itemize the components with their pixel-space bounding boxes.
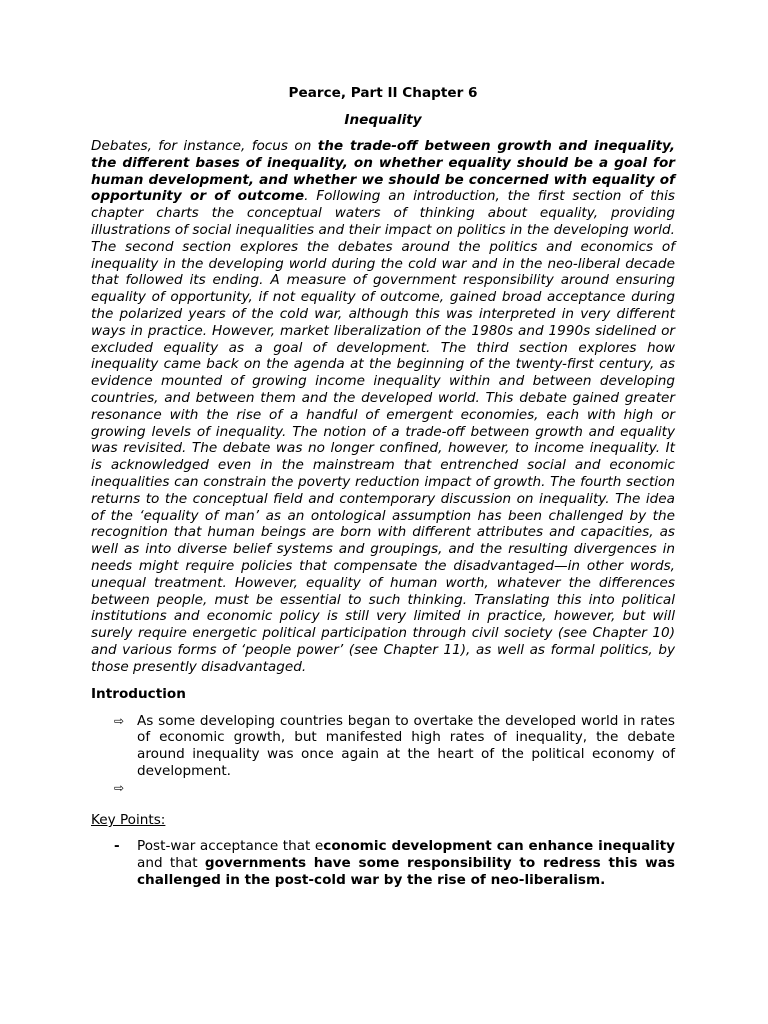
document-title: Pearce, Part II Chapter 6 bbox=[288, 85, 478, 101]
key-points-label: Key Points: bbox=[91, 812, 166, 829]
intro-text-rest: . Following an introduction, the first section of this chapter charts the conceptual waters of thinking about equality, providing illustrations of social inequalities and their impact on politics in the developing world. The second section explores the debates around the politics and economics of inequality in the developing world during the cold war and in the neo-liberal decade that followed its ending. A measure of government responsibility around ensuring equality of opportunity, if not equality of outcome, gained broad acceptance during the polarized years of the cold war, although this was interpreted in very different ways in practice. However, market liberalization of the 1980s and 1990s sidelined or excluded equality as a goal of development. The third section explores how inequality came back on the agenda at the beginning of the twenty-first century, as evidence mounted of growing income inequality within and between developing countries, and between them and the developed world. This debate gained greater resonance with the rise of a handful of emergent economies, each with high or growing levels of inequality. The notion of a trade-off between growth and equality was revisited. The debate was no longer confined, however, to income inequality. It is acknowledged even in the mainstream that entrenched social and economic inequalities can constrain the poverty reduction impact of growth. The fourth section returns to the conceptual field and contemporary discussion on inequality. The idea of the ‘equality of man’ as an ontological assumption has been challenged by the recognition that human beings are born with different attributes and capacities, as well as into diverse belief systems and groupings, and the resulting divergences in needs might require policies that compensate the disadvantaged—in other words, unequal treatment. However, equality of human worth, whatever the differences between people, must be essential to such thinking. Translating this into political institutions and economic policy is still very limited in practice, however, but will surely require energetic political participation through civil society (see Chapter 10) and various forms of ‘people power’ (see Chapter 11), as well as formal politics, by those presently disadvantaged. bbox=[91, 188, 675, 675]
introduction-bullet-list bbox=[91, 713, 675, 797]
list-item bbox=[91, 780, 675, 797]
key-point-text-b: conomic development can enhance inequality bbox=[323, 838, 675, 855]
list-item bbox=[91, 838, 675, 888]
intro-text-bold: the trade-off between growth and inequality, the different bases of inequality, on whether equality should be a goal for human development, and whether we should be concerned with equality of opportunity or of outcome bbox=[91, 138, 675, 205]
list-item bbox=[91, 713, 675, 780]
key-point-text-a: Post-war acceptance that e bbox=[137, 838, 324, 855]
introduction-heading: Introduction bbox=[91, 685, 186, 702]
intro-paragraph bbox=[91, 138, 675, 676]
chapter-subtitle: Inequality bbox=[344, 112, 422, 128]
document-page bbox=[91, 84, 675, 889]
dash-bullet-icon: - bbox=[114, 838, 120, 855]
arrow-bullet-icon: ⇨ bbox=[114, 780, 125, 795]
key-point-text-d: governments have some responsibility to redress this was challenged in the post-cold war by the rise of neo-liberalism. bbox=[137, 855, 675, 889]
bullet-text: As some developing countries began to overtake the developed world in rates of economic growth, but manifested high rates of inequality, the debate around inequality was once again at the heart of the political economy of development. bbox=[137, 712, 675, 779]
arrow-bullet-icon: ⇨ bbox=[114, 713, 125, 728]
intro-text-lead: Debates, for instance, focus on bbox=[91, 138, 318, 154]
key-points-list bbox=[91, 838, 675, 888]
key-point-text-c: and that bbox=[137, 855, 205, 872]
